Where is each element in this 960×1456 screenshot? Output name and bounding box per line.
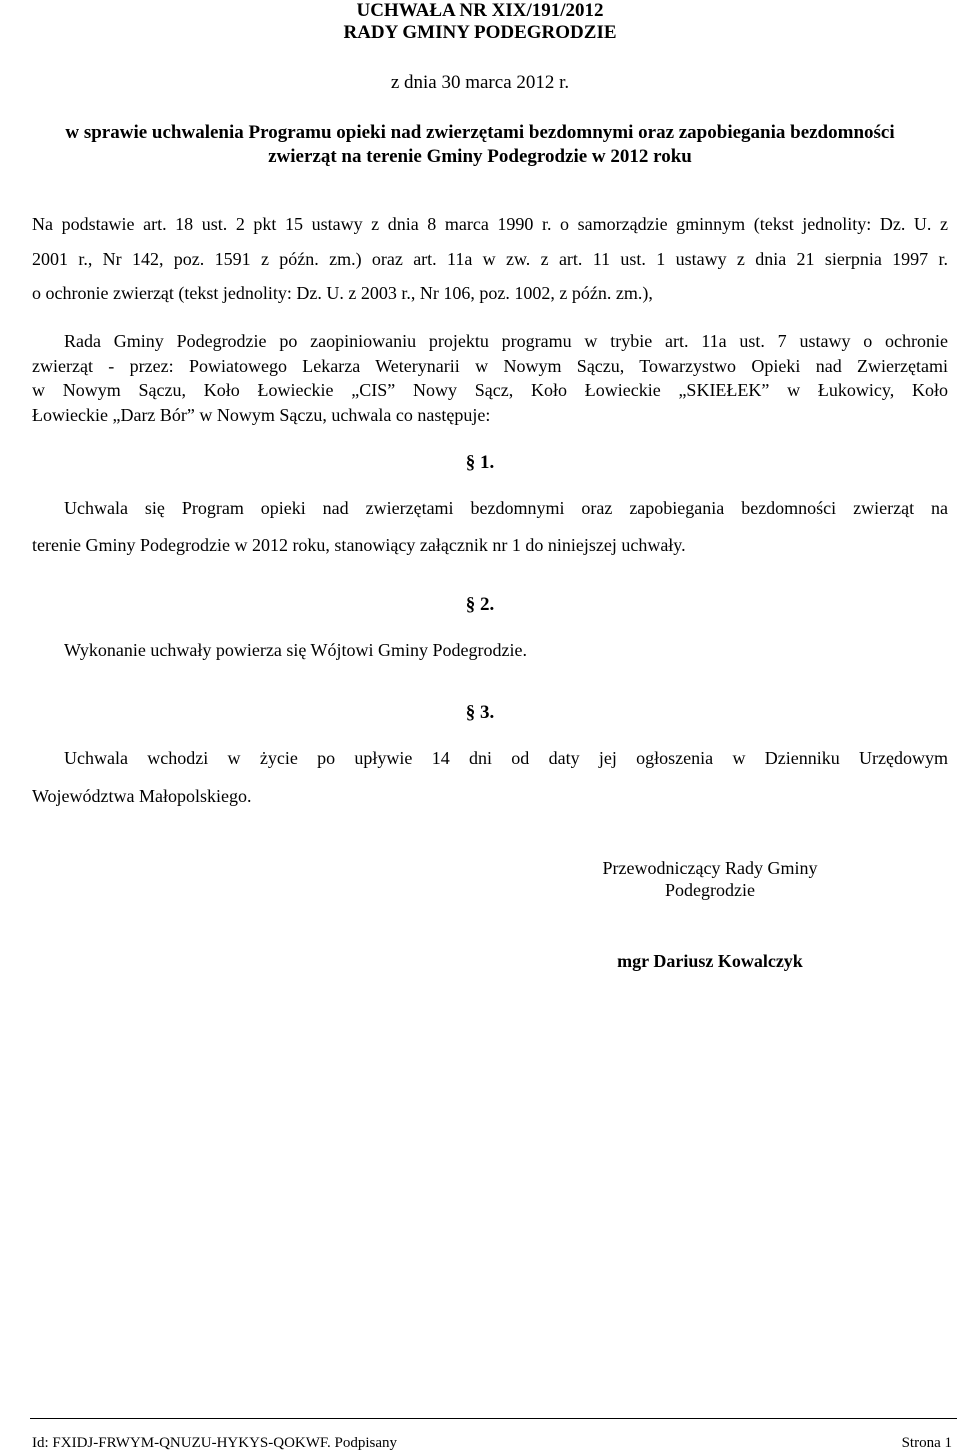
section-1-line: terenie Gminy Podegrodzie w 2012 roku, stanowiący załącznik nr 1 do niniejszej uchwały.: [32, 535, 686, 555]
council-line: Łowieckie „Darz Bór” w Nowym Sączu, uchwala co następuje:: [32, 405, 491, 425]
page-number: Strona 1: [901, 1435, 952, 1451]
council-line: zwierząt - przez: Powiatowego Lekarza Weterynarii w Nowym Sączu, Towarzystwo Opieki nad Zwierzętami: [32, 356, 948, 376]
section-3-line: Uchwala wchodzi w życie po upływie 14 dni od daty jej ogłoszenia w Dzienniku Urzędowym: [64, 748, 948, 768]
signature-role: Przewodniczący Rady Gminy: [602, 858, 818, 878]
section-mark-3: § 3.: [465, 702, 495, 723]
section-mark-2: § 2.: [465, 594, 495, 615]
section-1-line: Uchwala się Program opieki nad zwierzętami bezdomnymi oraz zapobiegania bezdomności zwierząt na: [64, 498, 948, 518]
preamble-line: o ochronie zwierząt (tekst jednolity: Dz. U. z 2003 r., Nr 106, poz. 1002, z późn. zm.),: [32, 283, 653, 303]
subject-line-2: zwierząt na terenie Gminy Podegrodzie w 2012 roku: [268, 146, 692, 167]
document-id: Id: FXIDJ-FRWYM-QNUZU-HYKYS-QOKWF. Podpisany: [32, 1435, 398, 1451]
preamble-line: Na podstawie art. 18 ust. 2 pkt 15 ustawy z dnia 8 marca 1990 r. o samorządzie gminnym (tekst jednolity: Dz. U. z: [32, 214, 948, 234]
resolution-date: z dnia 30 marca 2012 r.: [390, 72, 570, 93]
section-mark-1: § 1.: [465, 452, 495, 473]
resolution-number: UCHWAŁA NR XIX/191/2012: [356, 0, 604, 21]
section-3-line: Województwa Małopolskiego.: [32, 786, 252, 806]
section-2-line: Wykonanie uchwały powierza się Wójtowi Gminy Podegrodzie.: [64, 640, 527, 660]
footer-divider: [30, 1418, 957, 1419]
council-name: RADY GMINY PODEGRODZIE: [343, 22, 617, 43]
signature-role-place: Podegrodzie: [665, 880, 755, 900]
council-line: Rada Gminy Podegrodzie po zaopiniowaniu projektu programu w trybie art. 11a ust. 7 ustawy o ochronie: [64, 331, 948, 351]
preamble-line: 2001 r., Nr 142, poz. 1591 z późn. zm.) oraz art. 11a w zw. z art. 11 ust. 1 ustawy z dnia 21 sierpnia 1997 r.: [32, 249, 948, 269]
subject-line-1: w sprawie uchwalenia Programu opieki nad zwierzętami bezdomnymi oraz zapobiegania bezdomności: [65, 122, 895, 143]
signature-name: mgr Dariusz Kowalczyk: [617, 951, 803, 971]
council-line: w Nowym Sączu, Koło Łowieckie „CIS” Nowy Sącz, Koło Łowieckie „SKIEŁEK” w Łukowicy, Koło: [32, 380, 948, 400]
